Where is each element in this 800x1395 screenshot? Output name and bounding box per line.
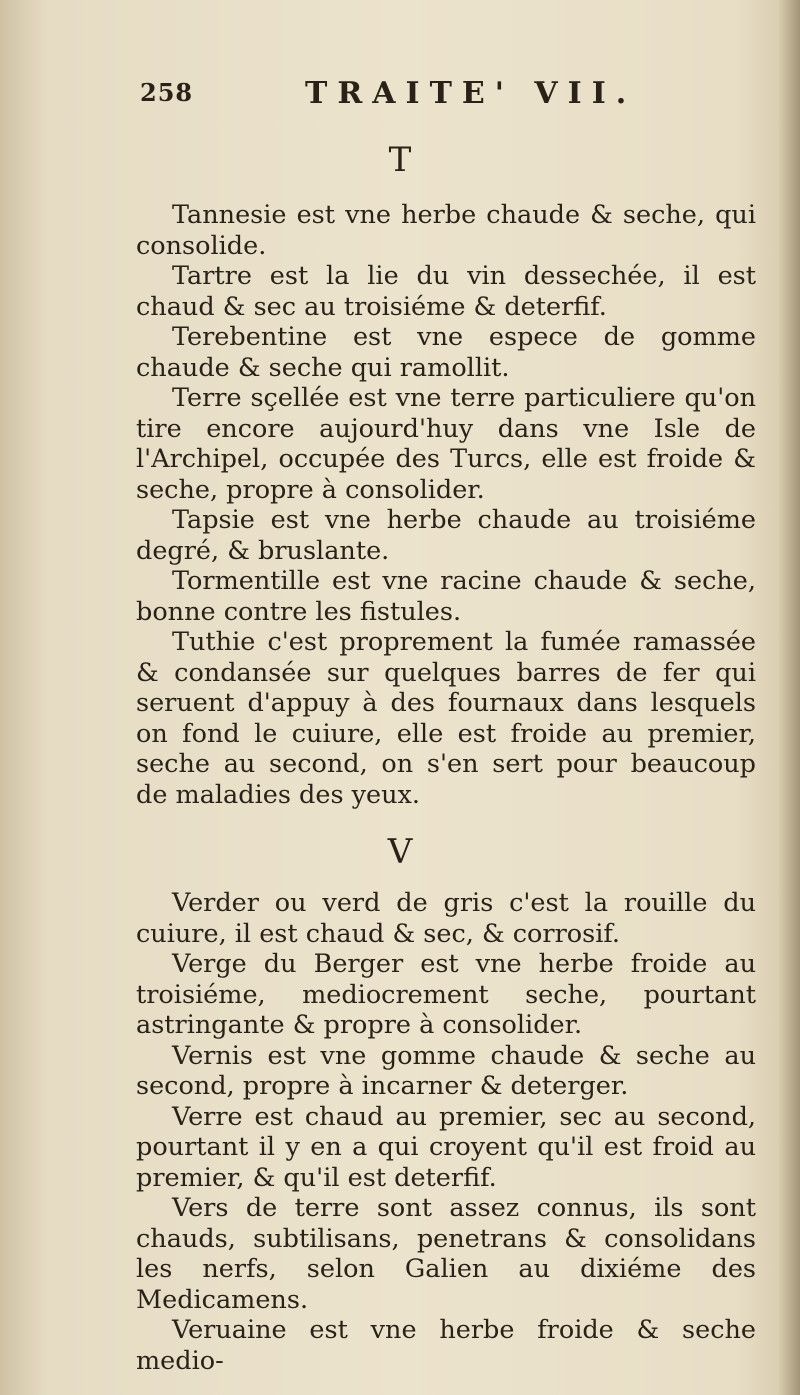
entry-terre-scellee: Terre sçellée est vne terre particuliere qu'on tire encore aujourd'huy dans vne Isle de l'Archipel, occupée des Turcs, elle est froide & seche, propre à consolider.: [136, 383, 756, 505]
page-number: 258: [140, 78, 194, 107]
section-heading-t: T: [388, 140, 412, 180]
entry-tartre: Tartre est la lie du vin dessechée, il est chaud & sec au troisiéme & deterfif.: [136, 261, 756, 322]
entry-verre: Verre est chaud au premier, sec au second, pourtant il y en a qui croyent qu'il est froid au premier, & qu'il est deterfif.: [136, 1101, 756, 1193]
entry-verder: Verder ou verd de gris c'est la rouille du cuiure, il est chaud & sec, & corrosif.: [136, 888, 756, 949]
entry-tannesie: Tannesie est vne herbe chaude & seche, qui consolide.: [136, 200, 756, 261]
page-header: [140, 78, 700, 118]
running-title: TRAITE' VII.: [305, 76, 637, 111]
section-v-body: [136, 888, 756, 1376]
section-t-body: [136, 200, 756, 810]
entry-terebentine: Terebentine est vne espece de gomme chaude & seche qui ramollit.: [136, 322, 756, 383]
entry-vernis: Vernis est vne gomme chaude & seche au second, propre à incarner & deterger.: [136, 1040, 756, 1101]
section-heading-v: V: [387, 832, 413, 872]
entry-veruaine: Veruaine est vne herbe froide & seche medio-: [136, 1315, 756, 1376]
entry-tormentille: Tormentille est vne racine chaude & seche, bonne contre les fistules.: [136, 566, 756, 627]
entry-tapsie: Tapsie est vne herbe chaude au troisiéme degré, & bruslante.: [136, 505, 756, 566]
entry-tuthie: Tuthie c'est proprement la fumée ramassée & condansée sur quelques barres de fer qui seruent d'appuy à des fournaux dans lesquels on fond le cuiure, elle est froide au premier, seche au second, on s'en sert pour beaucoup de maladies des yeux.: [136, 627, 756, 810]
entry-vers-de-terre: Vers de terre sont assez connus, ils sont chauds, subtilisans, penetrans & consolidans les nerfs, selon Galien au dixiéme des Medicamens.: [136, 1193, 756, 1315]
entry-verge-du-berger: Verge du Berger est vne herbe froide au troisiéme, mediocrement seche, pourtant astringante & propre à consolider.: [136, 949, 756, 1040]
page-edge-shadow: [778, 0, 800, 1395]
